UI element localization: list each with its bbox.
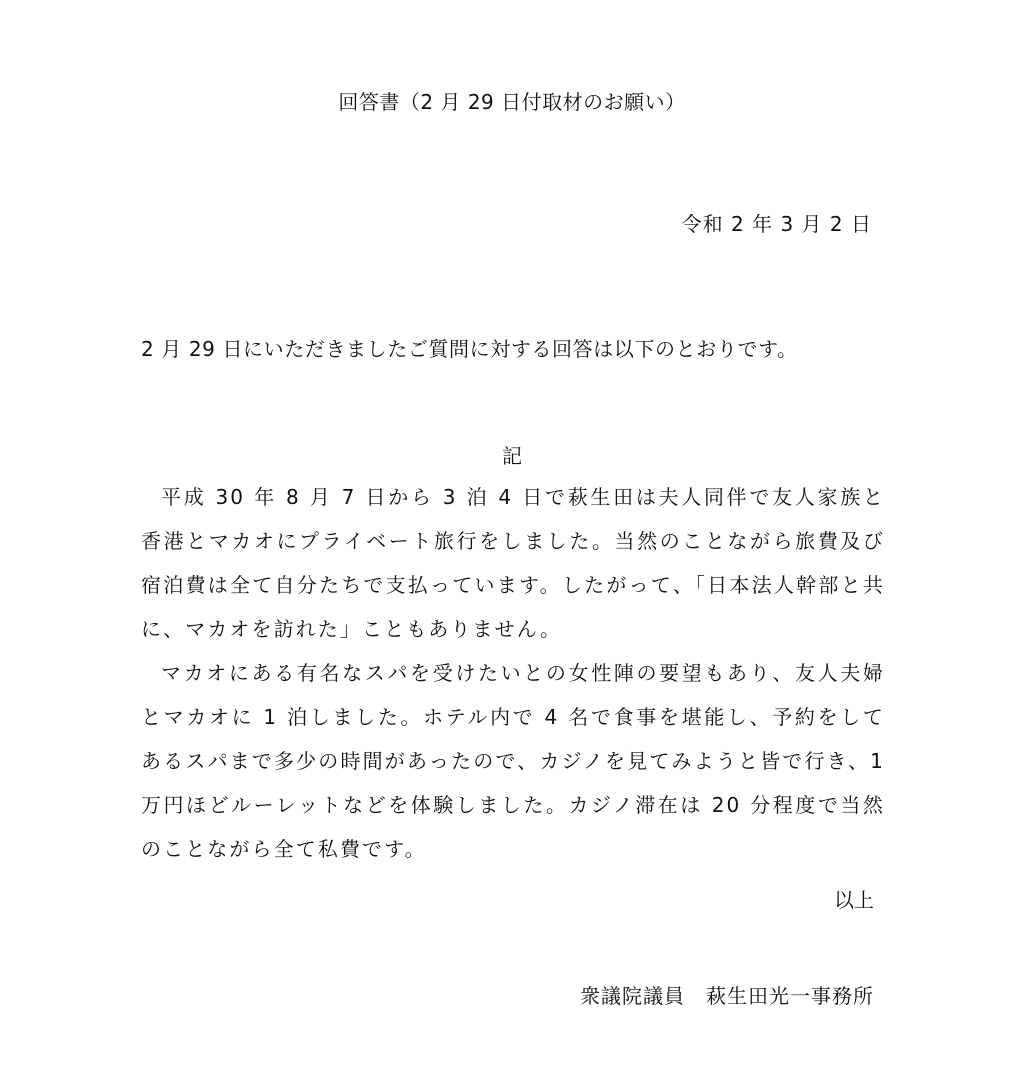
body-text <box>141 475 885 871</box>
closing-text: 以上 <box>834 888 874 912</box>
intro-text: 2 月 29 日にいただきましたご質問に対する回答は以下のとおりです。 <box>141 337 798 361</box>
document-date: 令和 2 年 3 月 2 日 <box>681 212 872 236</box>
signature: 衆議院議員 萩生田光一事務所 <box>580 984 874 1008</box>
paragraph-2: マカオにある有名なスパを受けたいとの女性陣の要望もあり、友人夫婦とマカオに 1 泊しました。ホテル内で 4 名で食事を堪能し、予約をしてあるスパまで多少の時間があったので、カジノを見てみようと皆で行き、1 万円ほどルーレットなどを体験しました。カジノ滞在は 20 分程度で当然のことながら全て私費です。 <box>141 661 885 861</box>
ki-heading: 記 <box>502 444 522 468</box>
document-title: 回答書（2 月 29 日付取材のお願い） <box>338 90 686 114</box>
paragraph-1: 平成 30 年 8 月 7 日から 3 泊 4 日で萩生田は夫人同伴で友人家族と香港とマカオにプライベート旅行をしました。当然のことながら旅費及び宿泊費は全て自分たちで支払っています。したがって、「日本法人幹部と共に、マカオを訪れた」こともありません。 <box>141 485 885 641</box>
